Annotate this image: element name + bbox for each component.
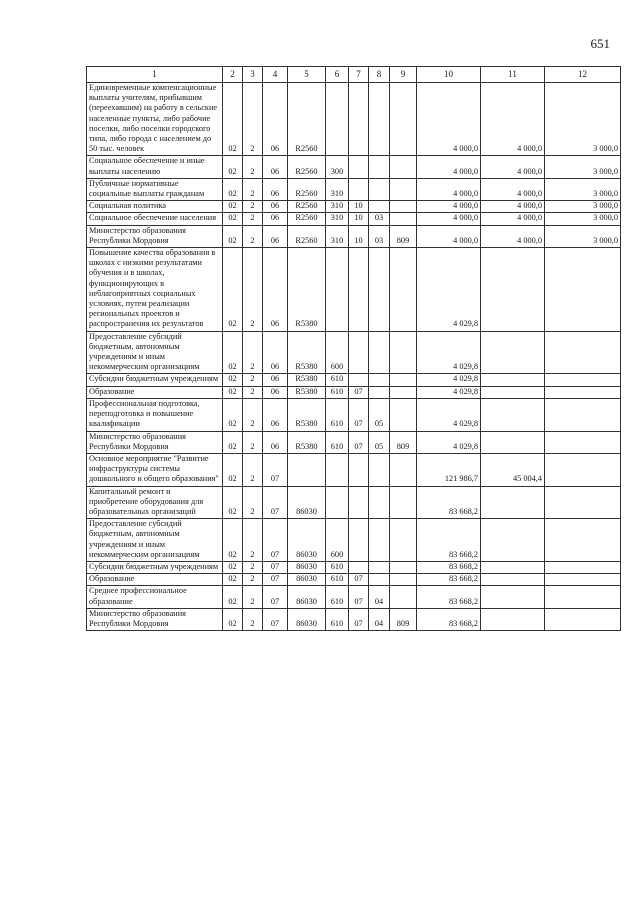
amount-year1-cell: 4 029,8: [417, 398, 481, 431]
row-name-cell: Повышение качества образования в школах с низкими результатами обучения и в школах, функционирующих в неблагоприятных социальных условиях, путем реализации региональных проектов и распространения их результатов: [87, 248, 223, 332]
division-cell: 10: [349, 225, 369, 247]
section-cell: 02: [223, 519, 243, 562]
expense-type-cell: 600: [326, 331, 349, 374]
division-cell: 07: [349, 574, 369, 586]
subdivision-cell: [369, 178, 390, 200]
amount-year1-cell: 83 668,2: [417, 561, 481, 573]
target-article-cell: R5380: [288, 398, 326, 431]
amount-year3-cell: [545, 453, 621, 486]
expense-type-cell: 610: [326, 574, 349, 586]
ministry-cell: [390, 486, 417, 519]
subsection-cell: 2: [243, 156, 263, 178]
table-row: [87, 178, 621, 200]
amount-year3-cell: [545, 248, 621, 332]
section-cell: 02: [223, 248, 243, 332]
section-cell: 02: [223, 156, 243, 178]
section-cell: 02: [223, 374, 243, 386]
column-header: 5: [288, 67, 326, 83]
section-cell: 02: [223, 561, 243, 573]
subsection-cell: 2: [243, 213, 263, 225]
expense-type-cell: 300: [326, 156, 349, 178]
table-row: [87, 374, 621, 386]
division-cell: 07: [349, 398, 369, 431]
table-row: [87, 519, 621, 562]
amount-year2-cell: 45 004,4: [481, 453, 545, 486]
amount-year3-cell: 3 000,0: [545, 213, 621, 225]
page-number: 651: [590, 36, 610, 51]
amount-year2-cell: [481, 574, 545, 586]
table-row: [87, 431, 621, 453]
expense-type-cell: [326, 83, 349, 156]
subsection-cell: 2: [243, 398, 263, 431]
amount-year2-cell: 4 000,0: [481, 156, 545, 178]
ministry-cell: [390, 574, 417, 586]
subsection-cell: 2: [243, 83, 263, 156]
subdivision-cell: [369, 83, 390, 156]
subdivision-cell: 03: [369, 213, 390, 225]
target-article-cell: R5380: [288, 374, 326, 386]
program-cell: 06: [263, 374, 288, 386]
subsection-cell: 2: [243, 608, 263, 630]
table-row: [87, 586, 621, 608]
section-cell: 02: [223, 586, 243, 608]
row-name-cell: Субсидии бюджетным учреждениям: [87, 374, 223, 386]
amount-year1-cell: 4 029,8: [417, 374, 481, 386]
amount-year1-cell: 83 668,2: [417, 574, 481, 586]
amount-year3-cell: 3 000,0: [545, 83, 621, 156]
column-header: 3: [243, 67, 263, 83]
amount-year3-cell: [545, 398, 621, 431]
division-cell: [349, 178, 369, 200]
amount-year1-cell: 4 000,0: [417, 225, 481, 247]
target-article-cell: R5380: [288, 386, 326, 398]
table-row: [87, 248, 621, 332]
expense-type-cell: 310: [326, 178, 349, 200]
expense-type-cell: 600: [326, 519, 349, 562]
target-article-cell: R2560: [288, 225, 326, 247]
subsection-cell: 2: [243, 431, 263, 453]
target-article-cell: 86030: [288, 586, 326, 608]
target-article-cell: 86030: [288, 608, 326, 630]
row-name-cell: Профессиональная подготовка, переподготовка и повышение квалификации: [87, 398, 223, 431]
amount-year2-cell: 4 000,0: [481, 201, 545, 213]
row-name-cell: Образование: [87, 386, 223, 398]
amount-year3-cell: [545, 574, 621, 586]
row-name-cell: Основное мероприятие "Развитие инфраструктуры системы дошкольного и общего образования": [87, 453, 223, 486]
ministry-cell: [390, 213, 417, 225]
amount-year3-cell: [545, 561, 621, 573]
ministry-cell: [390, 398, 417, 431]
program-cell: 06: [263, 178, 288, 200]
amount-year1-cell: 4 000,0: [417, 213, 481, 225]
column-header: 6: [326, 67, 349, 83]
section-cell: 02: [223, 83, 243, 156]
amount-year1-cell: 4 029,8: [417, 386, 481, 398]
expense-type-cell: 310: [326, 201, 349, 213]
section-cell: 02: [223, 608, 243, 630]
program-cell: 07: [263, 561, 288, 573]
amount-year3-cell: [545, 486, 621, 519]
division-cell: 07: [349, 431, 369, 453]
program-cell: 07: [263, 574, 288, 586]
amount-year2-cell: [481, 398, 545, 431]
row-name-cell: Социальная политика: [87, 201, 223, 213]
amount-year2-cell: [481, 608, 545, 630]
program-cell: 06: [263, 398, 288, 431]
row-name-cell: Образование: [87, 574, 223, 586]
amount-year1-cell: 4 000,0: [417, 83, 481, 156]
program-cell: 06: [263, 225, 288, 247]
ministry-cell: 809: [390, 608, 417, 630]
expense-type-cell: 610: [326, 608, 349, 630]
subdivision-cell: [369, 156, 390, 178]
subsection-cell: 2: [243, 574, 263, 586]
amount-year2-cell: [481, 561, 545, 573]
program-cell: 07: [263, 608, 288, 630]
ministry-cell: [390, 374, 417, 386]
division-cell: 10: [349, 213, 369, 225]
section-cell: 02: [223, 213, 243, 225]
amount-year1-cell: 83 668,2: [417, 586, 481, 608]
subsection-cell: 2: [243, 201, 263, 213]
amount-year2-cell: [481, 386, 545, 398]
amount-year1-cell: 83 668,2: [417, 519, 481, 562]
amount-year2-cell: 4 000,0: [481, 178, 545, 200]
amount-year3-cell: 3 000,0: [545, 156, 621, 178]
section-cell: 02: [223, 453, 243, 486]
target-article-cell: R2560: [288, 178, 326, 200]
row-name-cell: Министерство образования Республики Мордовия: [87, 431, 223, 453]
table-header: [87, 67, 621, 83]
program-cell: 07: [263, 486, 288, 519]
amount-year2-cell: 4 000,0: [481, 83, 545, 156]
table-row: [87, 453, 621, 486]
target-article-cell: 86030: [288, 519, 326, 562]
ministry-cell: [390, 453, 417, 486]
division-cell: 10: [349, 201, 369, 213]
amount-year1-cell: 4 000,0: [417, 156, 481, 178]
amount-year2-cell: [481, 331, 545, 374]
table-body: [87, 83, 621, 631]
amount-year3-cell: 3 000,0: [545, 201, 621, 213]
section-cell: 02: [223, 225, 243, 247]
program-cell: 07: [263, 586, 288, 608]
ministry-cell: [390, 178, 417, 200]
subdivision-cell: [369, 374, 390, 386]
program-cell: 06: [263, 156, 288, 178]
section-cell: 02: [223, 486, 243, 519]
row-name-cell: Субсидии бюджетным учреждениям: [87, 561, 223, 573]
column-header: 11: [481, 67, 545, 83]
expense-type-cell: 610: [326, 586, 349, 608]
subdivision-cell: 04: [369, 608, 390, 630]
ministry-cell: 809: [390, 225, 417, 247]
amount-year3-cell: [545, 519, 621, 562]
program-cell: 07: [263, 453, 288, 486]
header-row: [87, 67, 621, 83]
expense-type-cell: [326, 453, 349, 486]
section-cell: 02: [223, 386, 243, 398]
amount-year3-cell: 3 000,0: [545, 225, 621, 247]
program-cell: 06: [263, 331, 288, 374]
target-article-cell: R5380: [288, 248, 326, 332]
row-name-cell: Социальное обеспечение и иные выплаты населению: [87, 156, 223, 178]
column-header: 1: [87, 67, 223, 83]
division-cell: [349, 486, 369, 519]
amount-year3-cell: [545, 608, 621, 630]
subsection-cell: 2: [243, 225, 263, 247]
division-cell: [349, 519, 369, 562]
row-name-cell: Капитальный ремонт и приобретение оборудования для образовательных организаций: [87, 486, 223, 519]
subsection-cell: 2: [243, 453, 263, 486]
program-cell: 06: [263, 83, 288, 156]
amount-year3-cell: [545, 431, 621, 453]
amount-year1-cell: 4 000,0: [417, 201, 481, 213]
subsection-cell: 2: [243, 331, 263, 374]
amount-year3-cell: [545, 374, 621, 386]
expense-type-cell: 610: [326, 561, 349, 573]
budget-table: [86, 66, 621, 631]
division-cell: [349, 561, 369, 573]
subdivision-cell: [369, 519, 390, 562]
table-row: [87, 398, 621, 431]
ministry-cell: [390, 586, 417, 608]
ministry-cell: [390, 561, 417, 573]
ministry-cell: [390, 83, 417, 156]
column-header: 12: [545, 67, 621, 83]
subdivision-cell: 03: [369, 225, 390, 247]
subsection-cell: 2: [243, 248, 263, 332]
expense-type-cell: 610: [326, 398, 349, 431]
target-article-cell: 86030: [288, 486, 326, 519]
division-cell: [349, 83, 369, 156]
amount-year1-cell: 121 986,7: [417, 453, 481, 486]
table-row: [87, 386, 621, 398]
ministry-cell: [390, 386, 417, 398]
table-row: [87, 201, 621, 213]
target-article-cell: R2560: [288, 213, 326, 225]
section-cell: 02: [223, 431, 243, 453]
subdivision-cell: [369, 331, 390, 374]
row-name-cell: Предоставление субсидий бюджетным, автономным учреждениям и иным некоммерческим организациям: [87, 331, 223, 374]
division-cell: 07: [349, 608, 369, 630]
target-article-cell: R2560: [288, 201, 326, 213]
column-header: 2: [223, 67, 243, 83]
table-row: [87, 561, 621, 573]
section-cell: 02: [223, 178, 243, 200]
subdivision-cell: [369, 201, 390, 213]
subdivision-cell: [369, 574, 390, 586]
division-cell: [349, 248, 369, 332]
amount-year3-cell: [545, 586, 621, 608]
column-header: 10: [417, 67, 481, 83]
amount-year1-cell: 4 029,8: [417, 431, 481, 453]
division-cell: 07: [349, 586, 369, 608]
table-row: [87, 225, 621, 247]
ministry-cell: [390, 248, 417, 332]
ministry-cell: [390, 331, 417, 374]
amount-year2-cell: [481, 431, 545, 453]
ministry-cell: [390, 156, 417, 178]
program-cell: 06: [263, 213, 288, 225]
expense-type-cell: 610: [326, 374, 349, 386]
amount-year3-cell: 3 000,0: [545, 178, 621, 200]
program-cell: 07: [263, 519, 288, 562]
division-cell: [349, 331, 369, 374]
target-article-cell: R5380: [288, 431, 326, 453]
table-row: [87, 486, 621, 519]
target-article-cell: 86030: [288, 574, 326, 586]
row-name-cell: Министерство образования Республики Мордовия: [87, 608, 223, 630]
amount-year2-cell: 4 000,0: [481, 213, 545, 225]
table-row: [87, 331, 621, 374]
ministry-cell: 809: [390, 431, 417, 453]
subdivision-cell: 05: [369, 398, 390, 431]
subsection-cell: 2: [243, 519, 263, 562]
expense-type-cell: [326, 486, 349, 519]
target-article-cell: R2560: [288, 156, 326, 178]
table-row: [87, 83, 621, 156]
section-cell: 02: [223, 574, 243, 586]
target-article-cell: R5380: [288, 331, 326, 374]
subdivision-cell: [369, 386, 390, 398]
expense-type-cell: 610: [326, 431, 349, 453]
section-cell: 02: [223, 398, 243, 431]
subsection-cell: 2: [243, 486, 263, 519]
amount-year1-cell: 4 000,0: [417, 178, 481, 200]
row-name-cell: Публичные нормативные социальные выплаты гражданам: [87, 178, 223, 200]
amount-year2-cell: [481, 586, 545, 608]
program-cell: 06: [263, 386, 288, 398]
amount-year2-cell: [481, 248, 545, 332]
program-cell: 06: [263, 431, 288, 453]
division-cell: 07: [349, 386, 369, 398]
subdivision-cell: [369, 561, 390, 573]
target-article-cell: [288, 453, 326, 486]
subsection-cell: 2: [243, 178, 263, 200]
table-row: [87, 574, 621, 586]
target-article-cell: R2560: [288, 83, 326, 156]
table-row: [87, 213, 621, 225]
subdivision-cell: 04: [369, 586, 390, 608]
amount-year1-cell: 83 668,2: [417, 608, 481, 630]
amount-year1-cell: 4 029,8: [417, 248, 481, 332]
row-name-cell: Министерство образования Республики Мордовия: [87, 225, 223, 247]
amount-year2-cell: [481, 519, 545, 562]
column-header: 9: [390, 67, 417, 83]
subsection-cell: 2: [243, 374, 263, 386]
amount-year1-cell: 4 029,8: [417, 331, 481, 374]
target-article-cell: 86030: [288, 561, 326, 573]
row-name-cell: Единовременные компенсационные выплаты учителям, прибывшим (переехавшим) на работу в сельские населенные пункты, либо рабочие поселки, либо поселки городского типа, либо города с населением до 50 тыс. человек: [87, 83, 223, 156]
expense-type-cell: 310: [326, 225, 349, 247]
amount-year2-cell: [481, 374, 545, 386]
subdivision-cell: 05: [369, 431, 390, 453]
section-cell: 02: [223, 201, 243, 213]
table-row: [87, 156, 621, 178]
column-header: 8: [369, 67, 390, 83]
section-cell: 02: [223, 331, 243, 374]
subsection-cell: 2: [243, 586, 263, 608]
division-cell: [349, 453, 369, 486]
subdivision-cell: [369, 453, 390, 486]
row-name-cell: Среднее профессиональное образование: [87, 586, 223, 608]
program-cell: 06: [263, 248, 288, 332]
program-cell: 06: [263, 201, 288, 213]
subsection-cell: 2: [243, 386, 263, 398]
expense-type-cell: 310: [326, 213, 349, 225]
expense-type-cell: [326, 248, 349, 332]
column-header: 7: [349, 67, 369, 83]
ministry-cell: [390, 201, 417, 213]
subdivision-cell: [369, 248, 390, 332]
ministry-cell: [390, 519, 417, 562]
row-name-cell: Социальное обеспечение населения: [87, 213, 223, 225]
expense-type-cell: 610: [326, 386, 349, 398]
subdivision-cell: [369, 486, 390, 519]
table-row: [87, 608, 621, 630]
column-header: 4: [263, 67, 288, 83]
division-cell: [349, 156, 369, 178]
row-name-cell: Предоставление субсидий бюджетным, автономным учреждениям и иным некоммерческим организациям: [87, 519, 223, 562]
amount-year2-cell: 4 000,0: [481, 225, 545, 247]
division-cell: [349, 374, 369, 386]
amount-year2-cell: [481, 486, 545, 519]
amount-year3-cell: [545, 386, 621, 398]
amount-year3-cell: [545, 331, 621, 374]
subsection-cell: 2: [243, 561, 263, 573]
amount-year1-cell: 83 668,2: [417, 486, 481, 519]
